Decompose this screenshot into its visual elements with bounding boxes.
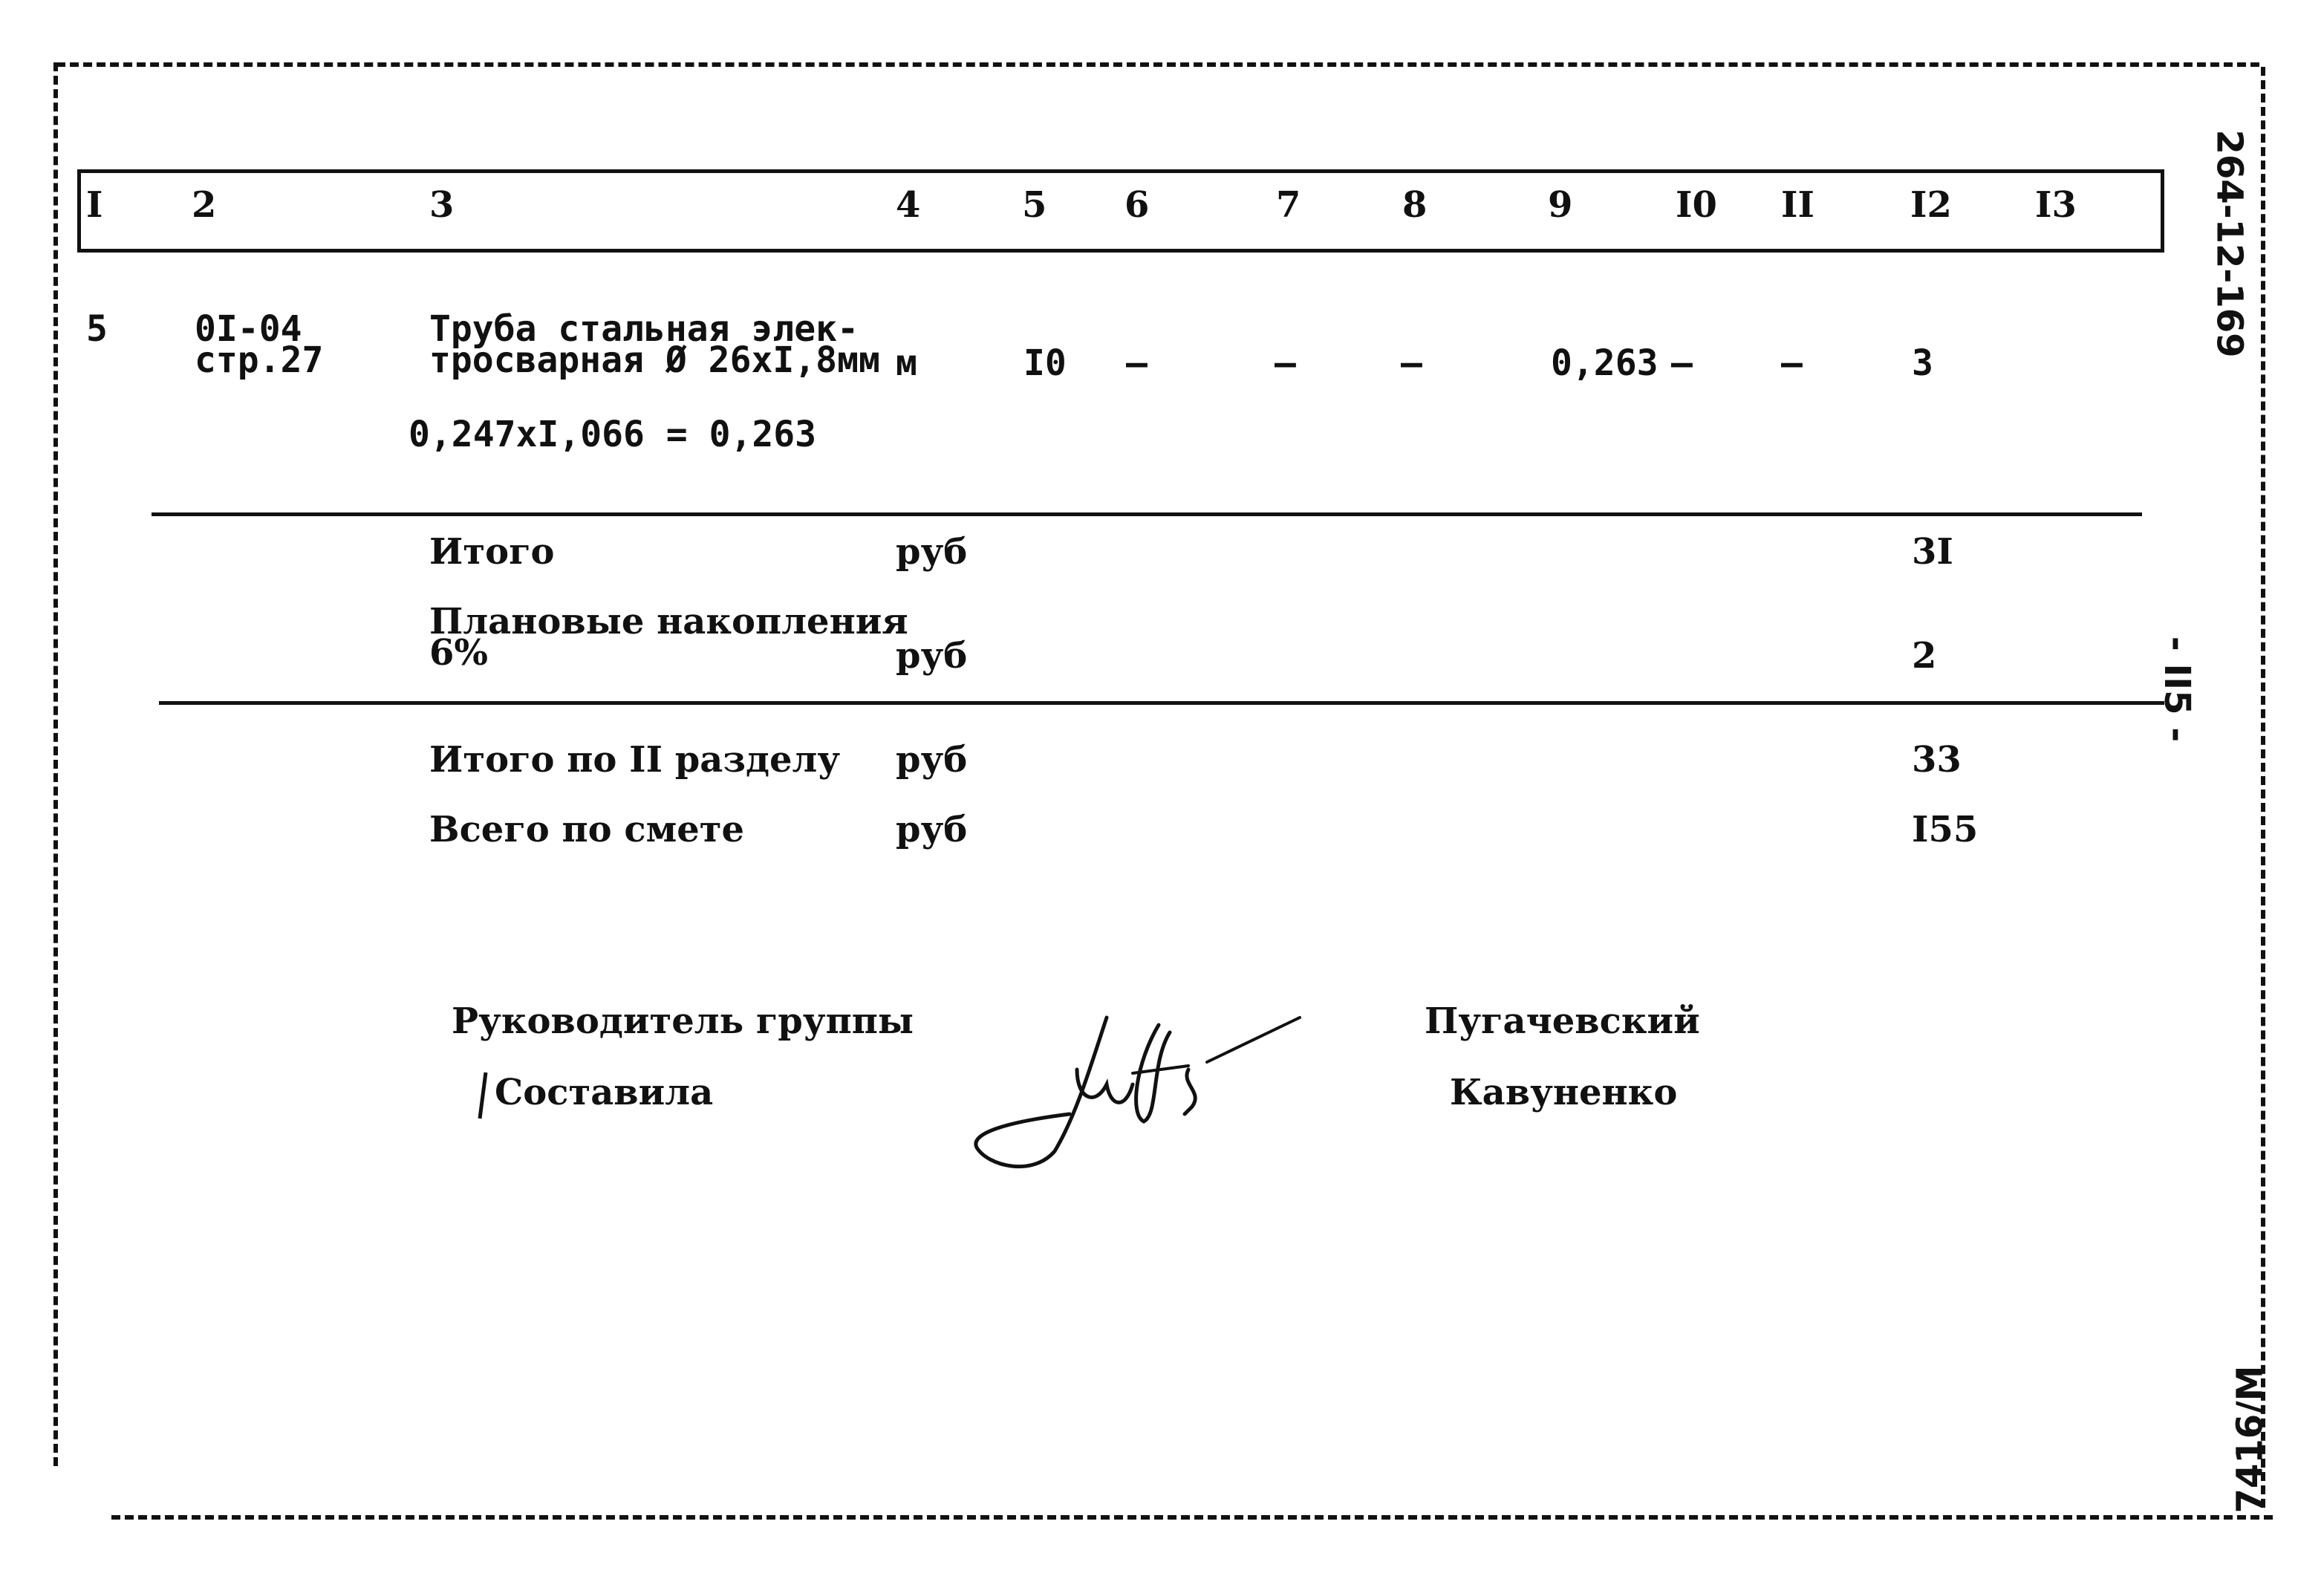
section-total-unit: руб	[896, 739, 968, 781]
margin-page-number: - II5 -	[2156, 636, 2198, 743]
signature-name-compiler: Кавуненко	[1450, 1072, 1678, 1113]
header-col-7: 7	[1276, 184, 1301, 226]
header-col-3: 3	[429, 184, 455, 226]
itogo-value: 3I	[1912, 531, 1953, 573]
totals-divider-line	[159, 701, 2164, 705]
margin-document-code: 264-12-169	[2208, 129, 2250, 358]
plan-unit: руб	[896, 635, 968, 677]
margin-tick-mark	[475, 1070, 490, 1121]
header-col-11: II	[1781, 184, 1814, 226]
grand-total-unit: руб	[896, 809, 968, 850]
header-col-8: 8	[1402, 184, 1428, 226]
signature-name-head: Пугачевский	[1425, 1000, 1700, 1042]
row-col-11: –	[1781, 342, 1803, 384]
frame-left-border	[53, 62, 58, 1466]
table-header-box	[77, 169, 2164, 253]
frame-right-border	[2261, 67, 2265, 1508]
row-quantity: I0	[1023, 342, 1067, 384]
header-col-2: 2	[192, 184, 217, 226]
header-col-6: 6	[1124, 184, 1150, 226]
frame-bottom-border	[111, 1515, 2273, 1520]
handwritten-signature	[966, 1003, 1315, 1173]
signature-role-head: Руководитель группы	[452, 1000, 914, 1042]
row-col-12: 3	[1912, 342, 1933, 384]
itogo-label: Итого	[429, 531, 555, 573]
header-col-10: I0	[1676, 184, 1717, 226]
row-code-line1: 0I-04	[195, 308, 302, 350]
plan-value: 2	[1912, 635, 1937, 677]
header-col-4: 4	[896, 184, 921, 226]
row-name-line2: тросварная Ø 26хI,8мм	[429, 339, 880, 381]
row-col-7: –	[1275, 342, 1296, 384]
row-col-8: –	[1401, 342, 1422, 384]
plan-label-line1: Плановые накопления	[429, 601, 908, 642]
row-col-6: –	[1126, 342, 1148, 384]
header-col-9: 9	[1548, 184, 1573, 226]
header-col-1: I	[86, 184, 103, 226]
row-col-10: –	[1671, 342, 1693, 384]
header-col-5: 5	[1022, 184, 1047, 226]
row-unit: м	[896, 342, 917, 384]
itogo-unit: руб	[896, 531, 968, 573]
row-name-line1: Труба стальная элек-	[429, 308, 859, 350]
row-number: 5	[86, 308, 108, 350]
row-divider-line	[152, 512, 2142, 516]
grand-total-value: I55	[1912, 809, 1979, 850]
section-total-label: Итого по II разделу	[429, 739, 841, 781]
row-col-9: 0,263	[1551, 342, 1659, 384]
header-col-13: I3	[2035, 184, 2077, 226]
header-col-12: I2	[1910, 184, 1952, 226]
signature-role-compiler: Составила	[495, 1072, 714, 1113]
row-code-line2: стр.27	[195, 339, 324, 381]
section-total-value: 33	[1912, 739, 1962, 781]
grand-total-label: Всего по смете	[429, 809, 745, 850]
frame-top-border	[56, 62, 2259, 67]
row-calculation: 0,247хI,066 = 0,263	[409, 414, 817, 455]
plan-label-line2: 6%	[429, 632, 489, 674]
margin-archive-number: 7416/M	[2229, 1365, 2271, 1514]
